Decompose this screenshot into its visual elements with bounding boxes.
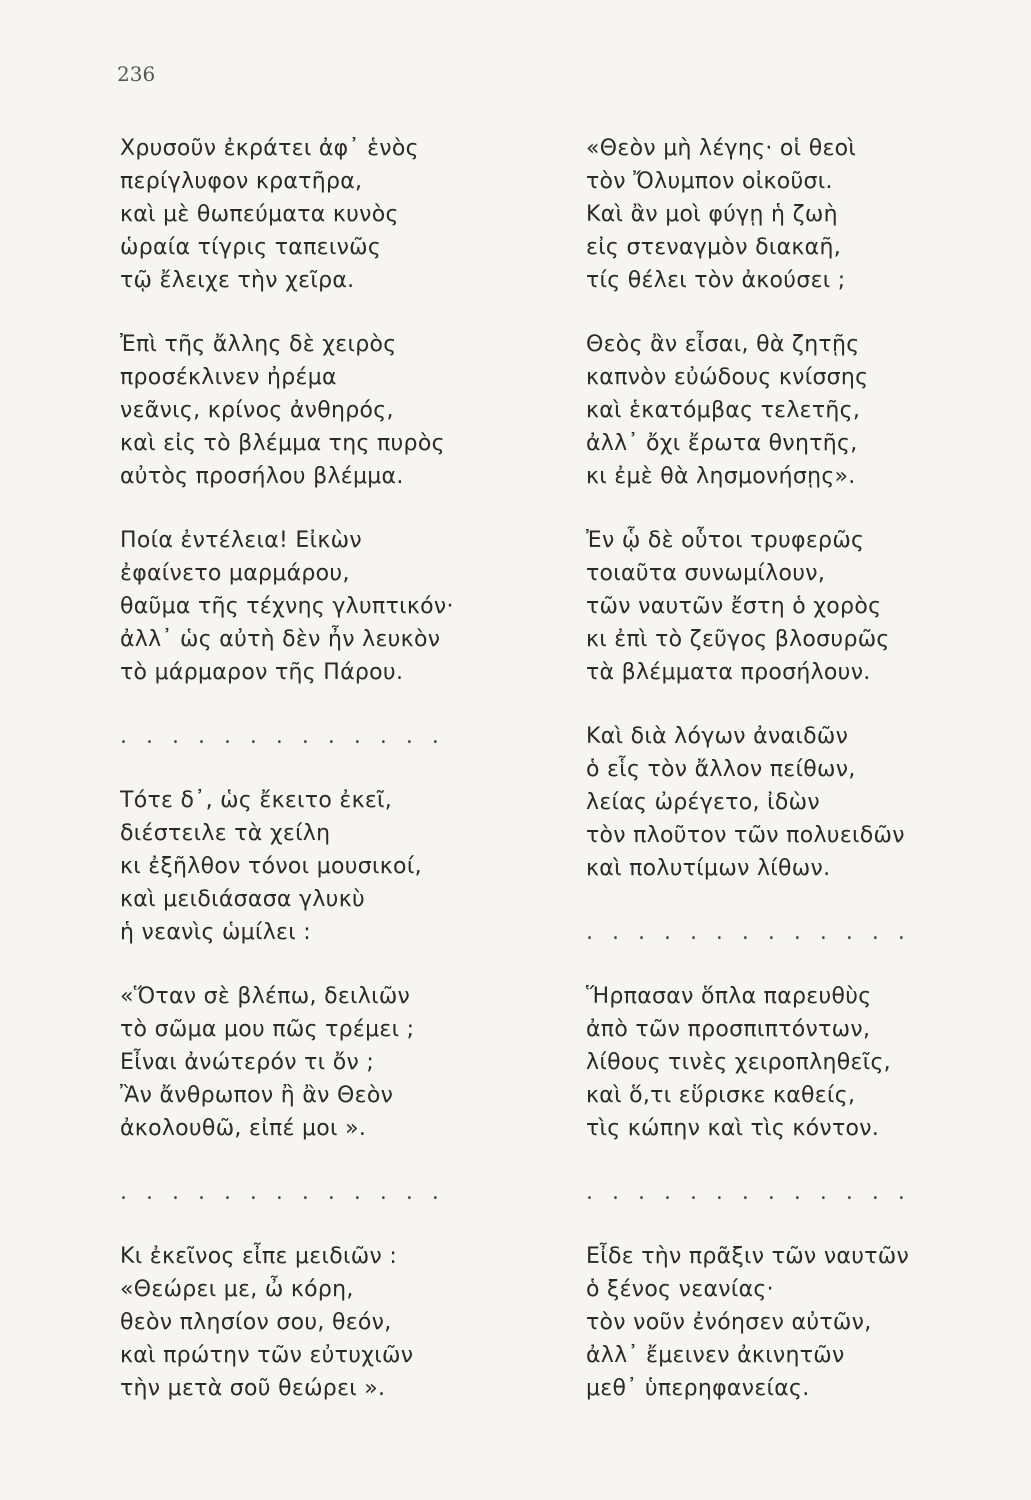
- verse-line: λείας ὠρέγετο, ἰδὼν: [586, 790, 820, 815]
- verse-line: ὁ ξένος νεανίας·: [586, 1277, 774, 1302]
- verse-line: καὶ ἑκατόμβας τελετῆς,: [586, 398, 861, 423]
- verse-line: Τότε δ᾽, ὡς ἔκειτο ἐκεῖ,: [120, 788, 393, 813]
- verse-line: τὸν πλοῦτον τῶν πολυειδῶν: [586, 823, 905, 848]
- verse-line: Εἶδε τὴν πρᾶξιν τῶν ναυτῶν: [586, 1244, 910, 1269]
- verse-line: περίγλυφον κρατῆρα,: [120, 169, 363, 194]
- verse-line: διέστειλε τὰ χείλη: [120, 821, 331, 846]
- ellipsis-separator: . . . . . . . . . . . . .: [586, 1180, 911, 1205]
- verse-line: ἀλλ᾽ ἔμεινεν ἀκινητῶν: [586, 1343, 845, 1368]
- verse-line: λίθους τινὲς χειροπληθεῖς,: [586, 1050, 891, 1075]
- ellipsis-separator: . . . . . . . . . . . . .: [120, 1180, 445, 1205]
- verse-line: τὸ σῶμα μου πῶς τρέμει ;: [120, 1017, 415, 1042]
- verse-line: κι ἐμὲ θὰ λησμονήσῃς».: [586, 464, 856, 489]
- verse-line: καὶ μὲ θωπεύματα κυνὸς: [120, 202, 399, 227]
- verse-line: κι ἐπὶ τὸ ζεῦγος βλοσυρῶς: [586, 627, 890, 652]
- ellipsis-separator: . . . . . . . . . . . . .: [586, 920, 911, 945]
- verse-line: ὡραία τίγρις ταπεινῶς: [120, 235, 382, 260]
- verse-line: καὶ πρώτην τῶν εὐτυχιῶν: [120, 1343, 414, 1368]
- verse-line: θεὸν πλησίον σου, θεόν,: [120, 1310, 392, 1335]
- verse-line: τὴν μετὰ σοῦ θεώρει ».: [120, 1376, 386, 1401]
- verse-line: μεθ᾽ ὑπερηφανείας.: [586, 1376, 810, 1401]
- verse-line: Ἥρπασαν ὅπλα παρευθὺς: [586, 984, 872, 1009]
- verse-line: Θεὸς ἂν εἶσαι, θὰ ζητῇς: [586, 332, 860, 357]
- verse-line: αὐτὸς προσήλου βλέμμα.: [120, 464, 404, 489]
- verse-line: «Θεώρει με, ὦ κόρη,: [120, 1277, 354, 1302]
- verse-line: «Θεὸν μὴ λέγης· οἱ θεοὶ: [586, 136, 857, 161]
- stanza: [120, 784, 540, 949]
- stanza: [586, 132, 1006, 297]
- verse-line: Ἂν ἄνθρωπον ἢ ἂν Θεὸν: [120, 1083, 394, 1108]
- verse-line: καὶ πολυτίμων λίθων.: [586, 856, 831, 881]
- verse-line: Ἐν ᾧ δὲ οὗτοι τρυφερῶς: [586, 528, 865, 553]
- verse-line: ἀλλ᾽ ὡς αὐτὴ δὲν ἦν λευκὸν: [120, 627, 441, 652]
- verse-line: ἀλλ᾽ ὄχι ἔρωτα θνητῆς,: [586, 431, 858, 456]
- verse-line: ἐφαίνετο μαρμάρου,: [120, 561, 350, 586]
- stanza: [120, 524, 540, 689]
- stanza: [120, 132, 540, 297]
- verse-line: θαῦμα τῆς τέχνης γλυπτικόν·: [120, 594, 454, 619]
- verse-line: τῶν ναυτῶν ἔστη ὁ χορὸς: [586, 594, 882, 619]
- verse-line: τίς θέλει τὸν ἀκούσει ;: [586, 268, 846, 293]
- verse-line: Καὶ διὰ λόγων ἀναιδῶν: [586, 724, 849, 749]
- stanza: [586, 524, 1006, 689]
- verse-line: νεᾶνις, κρίνος ἀνθηρός,: [120, 398, 394, 423]
- right-column: [586, 132, 1006, 1436]
- verse-line: εἰς στεναγμὸν διακαῆ,: [586, 235, 841, 260]
- verse-line: κι ἐξῆλθον τόνοι μουσικοί,: [120, 854, 422, 879]
- left-column: [120, 132, 540, 1436]
- verse-line: τοιαῦτα συνωμίλουν,: [586, 561, 826, 586]
- verse-line: καὶ μειδιάσασα γλυκὺ: [120, 887, 365, 912]
- stanza: [586, 720, 1006, 885]
- verse-line: Ἐπὶ τῆς ἄλλης δὲ χειρὸς: [120, 332, 397, 357]
- verse-line: καὶ εἰς τὸ βλέμμα της πυρὸς: [120, 431, 445, 456]
- stanza: [586, 980, 1006, 1145]
- verse-line: τὰ βλέμματα προσήλουν.: [586, 660, 871, 685]
- verse-line: «Ὅταν σὲ βλέπω, δειλιῶν: [120, 984, 411, 1009]
- verse-line: Χρυσοῦν ἐκράτει ἀφ᾽ ἑνὸς: [120, 136, 419, 161]
- verse-line: τὶς κώπην καὶ τὶς κόντον.: [586, 1116, 880, 1141]
- verse-line: ἀπὸ τῶν προσπιπτόντων,: [586, 1017, 871, 1042]
- verse-line: Εἶναι ἀνώτερόν τι ὄν ;: [120, 1050, 375, 1075]
- verse-line: ὁ εἷς τὸν ἄλλον πείθων,: [586, 757, 856, 782]
- stanza: [586, 1240, 1006, 1405]
- verse-line: τὸ μάρμαρον τῆς Πάρου.: [120, 660, 404, 685]
- verse-line: ἀκολουθῶ, εἰπέ μοι ».: [120, 1116, 367, 1141]
- verse-line: προσέκλινεν ἠρέμα: [120, 365, 337, 390]
- verse-line: τῷ ἔλειχε τὴν χεῖρα.: [120, 268, 355, 293]
- verse-line: τὸν Ὄλυμπον οἰκοῦσι.: [586, 169, 833, 194]
- stanza: [120, 328, 540, 493]
- ellipsis-separator: . . . . . . . . . . . . .: [120, 724, 445, 749]
- stanza: [586, 328, 1006, 493]
- verse-line: Κι ἐκεῖνος εἶπε μειδιῶν :: [120, 1244, 398, 1269]
- page-number: 236: [117, 62, 156, 86]
- verse-line: Ποία ἐντέλεια! Εἰκὼν: [120, 528, 362, 553]
- verse-line: καὶ ὅ,τι εὕρισκε καθείς,: [586, 1083, 856, 1108]
- stanza: [120, 1240, 540, 1405]
- verse-line: καπνὸν εὐώδους κνίσσης: [586, 365, 869, 390]
- verse-line: Καὶ ἂν μοὶ φύγῃ ἡ ζωὴ: [586, 202, 838, 227]
- stanza: [120, 980, 540, 1145]
- verse-line: τὸν νοῦν ἐνόησεν αὐτῶν,: [586, 1310, 872, 1335]
- verse-line: ἡ νεανὶς ὡμίλει :: [120, 920, 311, 945]
